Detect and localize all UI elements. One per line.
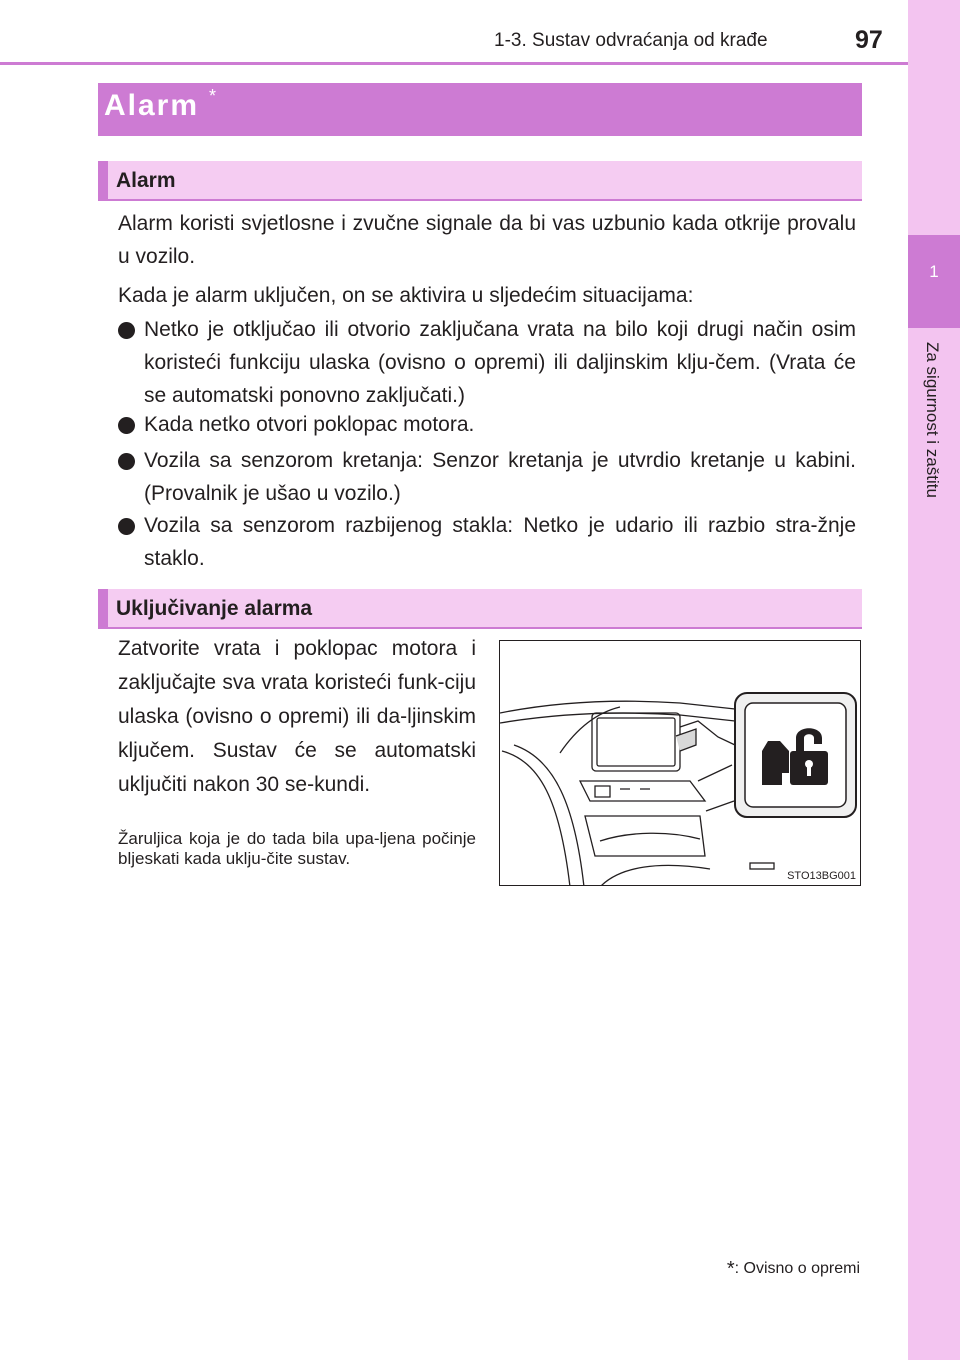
dashboard-drawing — [500, 641, 861, 886]
chapter-number: 1 — [929, 262, 939, 281]
heading-accent — [98, 161, 108, 199]
dashboard-illustration — [499, 640, 861, 886]
heading-accent — [98, 589, 108, 627]
lead-paragraph: Kada je alarm uključen, on se aktivira u sljedećim situacijama: — [118, 284, 694, 307]
bullet-item — [118, 408, 856, 441]
bullet-item — [118, 444, 856, 510]
subsection-title: Uključivanje alarma — [116, 597, 313, 620]
bullet-item — [118, 509, 856, 575]
bullet-dot — [118, 453, 135, 470]
bullet-dot — [118, 322, 135, 339]
subsection-heading-activation — [98, 589, 862, 629]
bullet-text: Vozila sa senzorom razbijenog stakla: Netko je udario ili razbio stra-žnje staklo. — [144, 514, 856, 570]
section-title-bar — [98, 83, 862, 136]
section-title: Alarm — [104, 89, 200, 122]
optional-equipment-marker: * — [209, 86, 217, 106]
footnote-marker: * — [726, 1258, 735, 1280]
subsection-title: Alarm — [116, 169, 176, 192]
bullet-dot — [118, 417, 135, 434]
bullet-dot — [118, 518, 135, 535]
bullet-text: Netko je otključao ili otvorio zaključana vrata na bilo koji drugi način osim koristeći funkciju ulaska (ovisno o opremi) ili daljinskim klju-čem. (Vrata će se automatski ponovno zaključati.) — [144, 318, 856, 407]
intro-paragraph: Alarm koristi svjetlosne i zvučne signale da bi vas uzbunio kada otkrije provalu u vozilo. — [118, 212, 856, 268]
footnote-text: : Ovisno o opremi — [734, 1260, 860, 1277]
footnote — [700, 1258, 860, 1281]
running-header: 1-3. Sustav odvraćanja od krađe — [494, 30, 768, 51]
page-number: 97 — [855, 26, 883, 54]
bullet-text: Kada netko otvori poklopac motora. — [144, 413, 475, 436]
bullet-text: Vozila sa senzorom kretanja: Senzor kretanja je utvrdio kretanje u kabini. (Provalnik je ušao u vozilo.) — [144, 449, 856, 505]
subsection-heading-alarm — [98, 161, 862, 201]
bullet-item — [118, 313, 856, 412]
chapter-title: Za sigurnost i zaštitu — [923, 342, 942, 498]
activation-paragraph: Zatvorite vrata i poklopac motora i zaključajte sva vrata koristeći funk-ciju ulaska (ovisno o opremi) ili da-ljinskim ključem. Sustav će se automatski uključiti nakon 30 se-kundi. — [118, 637, 476, 796]
indicator-note: Žaruljica koja je do tada bila upa-ljena počinje bljeskati kada uklju-čite sustav. — [118, 829, 476, 868]
chapter-side-tab — [908, 0, 960, 1360]
figure-code: STO13BG001 — [787, 870, 856, 882]
header-rule — [0, 62, 908, 65]
